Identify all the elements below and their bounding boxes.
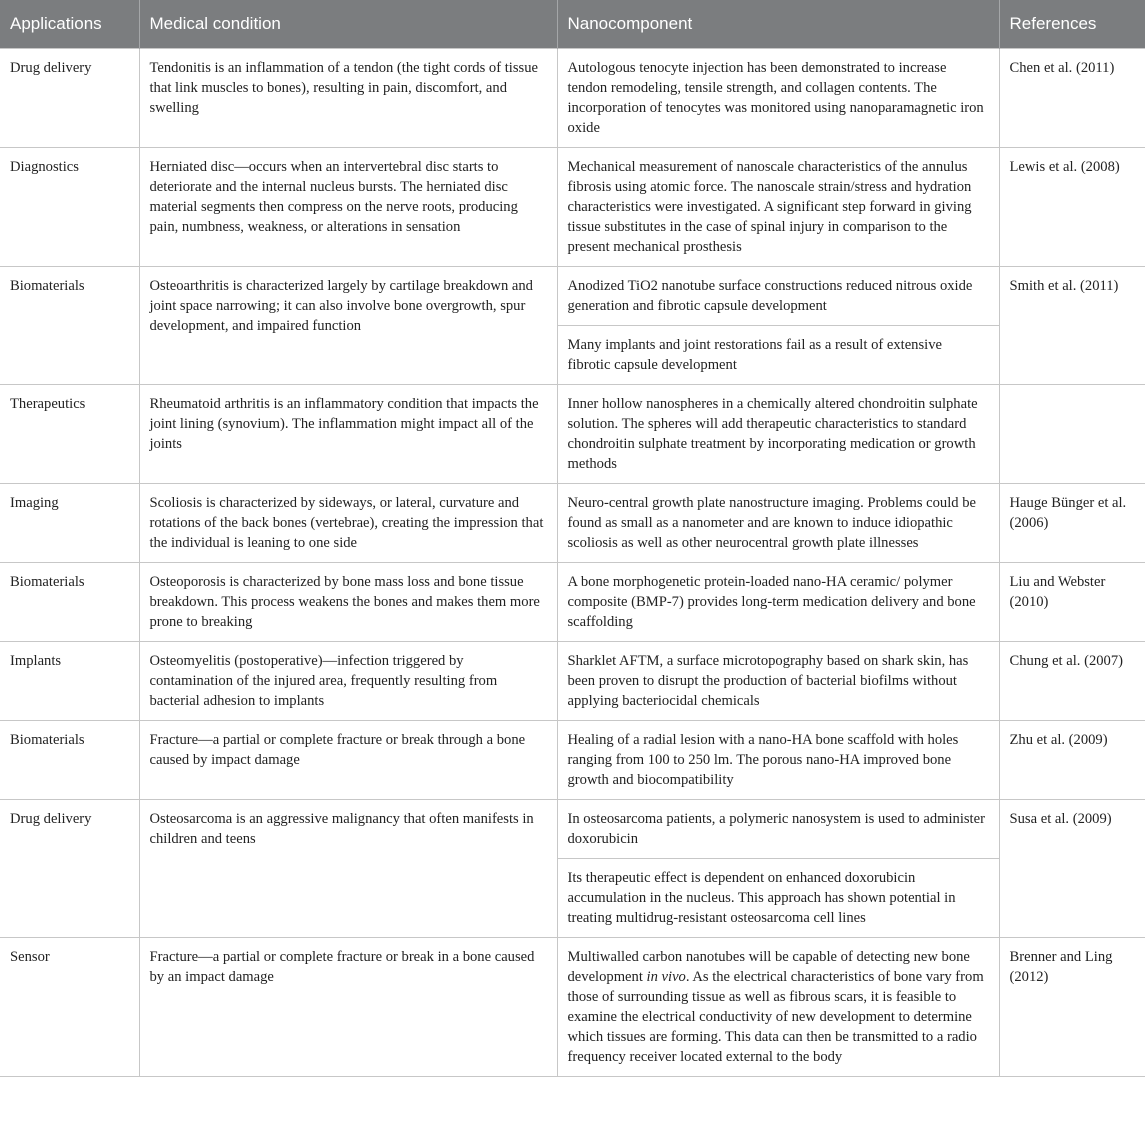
- cell-nanocomponent: Mechanical measurement of nanoscale characteristics of the annulus fibrosis using atomic force. The nanoscale strain/stress and hydration characteristics were investigated. A significant step forward in giving tissue substitutes in the case of spinal injury in comparison to the present mechanical prosthesis: [557, 147, 999, 266]
- cell-condition: Osteoporosis is characterized by bone mass loss and bone tissue breakdown. This process weakens the bones and makes them more prone to breaking: [139, 562, 557, 641]
- cell-nanocomponent: Neuro-central growth plate nanostructure imaging. Problems could be found as small as a nanometer and are known to induce idiopathic scoliosis as well as other neurocentral growth plate illnesses: [557, 483, 999, 562]
- table-body: [0, 48, 1145, 1076]
- header-nanocomponent: Nanocomponent: [557, 0, 999, 48]
- cell-application: Biomaterials: [0, 562, 139, 641]
- table-row: [0, 483, 1145, 562]
- cell-application: Implants: [0, 641, 139, 720]
- table-header: [0, 0, 1145, 48]
- nano-text-after: . As the electrical characteristics of bone vary from those of surrounding tissue as well as fibrous scars, it is feasible to examine the electrical conductivity of new development to determine which tissues are forming. This data can then be transmitted to a radio frequency receiver located external to the body: [567, 968, 984, 1065]
- table-row: [0, 147, 1145, 266]
- cell-nanocomponent: Healing of a radial lesion with a nano-HA bone scaffold with holes ranging from 100 to 250 lm. The porous nano-HA improved bone growth and biocompatibility: [557, 720, 999, 799]
- cell-condition: Osteomyelitis (postoperative)—infection triggered by contamination of the injured area, frequently resulting from bacterial adhesion to implants: [139, 641, 557, 720]
- cell-condition: Osteoarthritis is characterized largely by cartilage breakdown and joint space narrowing; it can also involve bone overgrowth, spur development, and impaired function: [139, 266, 557, 384]
- table-row: [0, 384, 1145, 483]
- cell-condition: Fracture—a partial or complete fracture or break through a bone caused by impact damage: [139, 720, 557, 799]
- cell-application: Sensor: [0, 937, 139, 1076]
- cell-reference: Brenner and Ling (2012): [999, 937, 1145, 1076]
- cell-application: Drug delivery: [0, 48, 139, 147]
- cell-condition: Osteosarcoma is an aggressive malignancy that often manifests in children and teens: [139, 799, 557, 937]
- header-applications: Applications: [0, 0, 139, 48]
- header-medical-condition: Medical condition: [139, 0, 557, 48]
- cell-condition: Scoliosis is characterized by sideways, or lateral, curvature and rotations of the back bones (vertebrae), creating the impression that the individual is leaning to one side: [139, 483, 557, 562]
- header-references: References: [999, 0, 1145, 48]
- cell-reference: Liu and Webster (2010): [999, 562, 1145, 641]
- cell-nanocomponent: Sharklet AFTM, a surface microtopography based on shark skin, has been proven to disrupt the production of bacterial biofilms without applying bacteriocidal chemicals: [557, 641, 999, 720]
- table-row: [0, 799, 1145, 858]
- cell-nanocomponent: [557, 937, 999, 1076]
- cell-condition: Rheumatoid arthritis is an inflammatory condition that impacts the joint lining (synovium). The inflammation might impact all of the joints: [139, 384, 557, 483]
- cell-application: Therapeutics: [0, 384, 139, 483]
- cell-reference: Chen et al. (2011): [999, 48, 1145, 147]
- table-row: [0, 720, 1145, 799]
- cell-reference: Hauge Bünger et al. (2006): [999, 483, 1145, 562]
- cell-application: Imaging: [0, 483, 139, 562]
- cell-application: Diagnostics: [0, 147, 139, 266]
- table-row: [0, 937, 1145, 1076]
- cell-nanocomponent: A bone morphogenetic protein-loaded nano-HA ceramic/ polymer composite (BMP-7) provides long-term medication delivery and bone scaffolding: [557, 562, 999, 641]
- cell-nanocomponent: In osteosarcoma patients, a polymeric nanosystem is used to administer doxorubicin: [557, 799, 999, 858]
- cell-reference: Smith et al. (2011): [999, 266, 1145, 384]
- table-row: [0, 266, 1145, 325]
- table-row: [0, 641, 1145, 720]
- cell-nanocomponent: Anodized TiO2 nanotube surface constructions reduced nitrous oxide generation and fibrotic capsule development: [557, 266, 999, 325]
- cell-condition: Tendonitis is an inflammation of a tendon (the tight cords of tissue that link muscles to bones), resulting in pain, discomfort, and swelling: [139, 48, 557, 147]
- cell-nanocomponent: Inner hollow nanospheres in a chemically altered chondroitin sulphate solution. The spheres will add therapeutic characteristics to standard chondroitin sulphate treatment by incorporating medication or growth methods: [557, 384, 999, 483]
- cell-nanocomponent: Autologous tenocyte injection has been demonstrated to increase tendon remodeling, tensile strength, and collagen contents. The incorporation of tenocytes was monitored using nanoparamagnetic iron oxide: [557, 48, 999, 147]
- cell-nanocomponent: Its therapeutic effect is dependent on enhanced doxorubicin accumulation in the nucleus. This approach has shown potential in treating multidrug-resistant osteosarcoma cell lines: [557, 858, 999, 937]
- cell-condition: Fracture—a partial or complete fracture or break in a bone caused by an impact damage: [139, 937, 557, 1076]
- cell-application: Drug delivery: [0, 799, 139, 937]
- cell-reference: Chung et al. (2007): [999, 641, 1145, 720]
- cell-reference: [999, 384, 1145, 483]
- nano-text-before: Multiwalled carbon nanotubes will be capable of detecting new bone development: [567, 948, 970, 985]
- header-row: [0, 0, 1145, 48]
- table-row: [0, 48, 1145, 147]
- table-row: [0, 562, 1145, 641]
- nano-text-italic: in vivo: [646, 968, 686, 985]
- cell-application: Biomaterials: [0, 720, 139, 799]
- cell-reference: Zhu et al. (2009): [999, 720, 1145, 799]
- cell-reference: Susa et al. (2009): [999, 799, 1145, 937]
- cell-application: Biomaterials: [0, 266, 139, 384]
- cell-condition: Herniated disc—occurs when an intervertebral disc starts to deteriorate and the internal nucleus bursts. The herniated disc material segments then compress on the nerve roots, producing pain, numbness, weakness, or alterations in sensation: [139, 147, 557, 266]
- cell-nanocomponent: Many implants and joint restorations fail as a result of extensive fibrotic capsule development: [557, 325, 999, 384]
- cell-reference: Lewis et al. (2008): [999, 147, 1145, 266]
